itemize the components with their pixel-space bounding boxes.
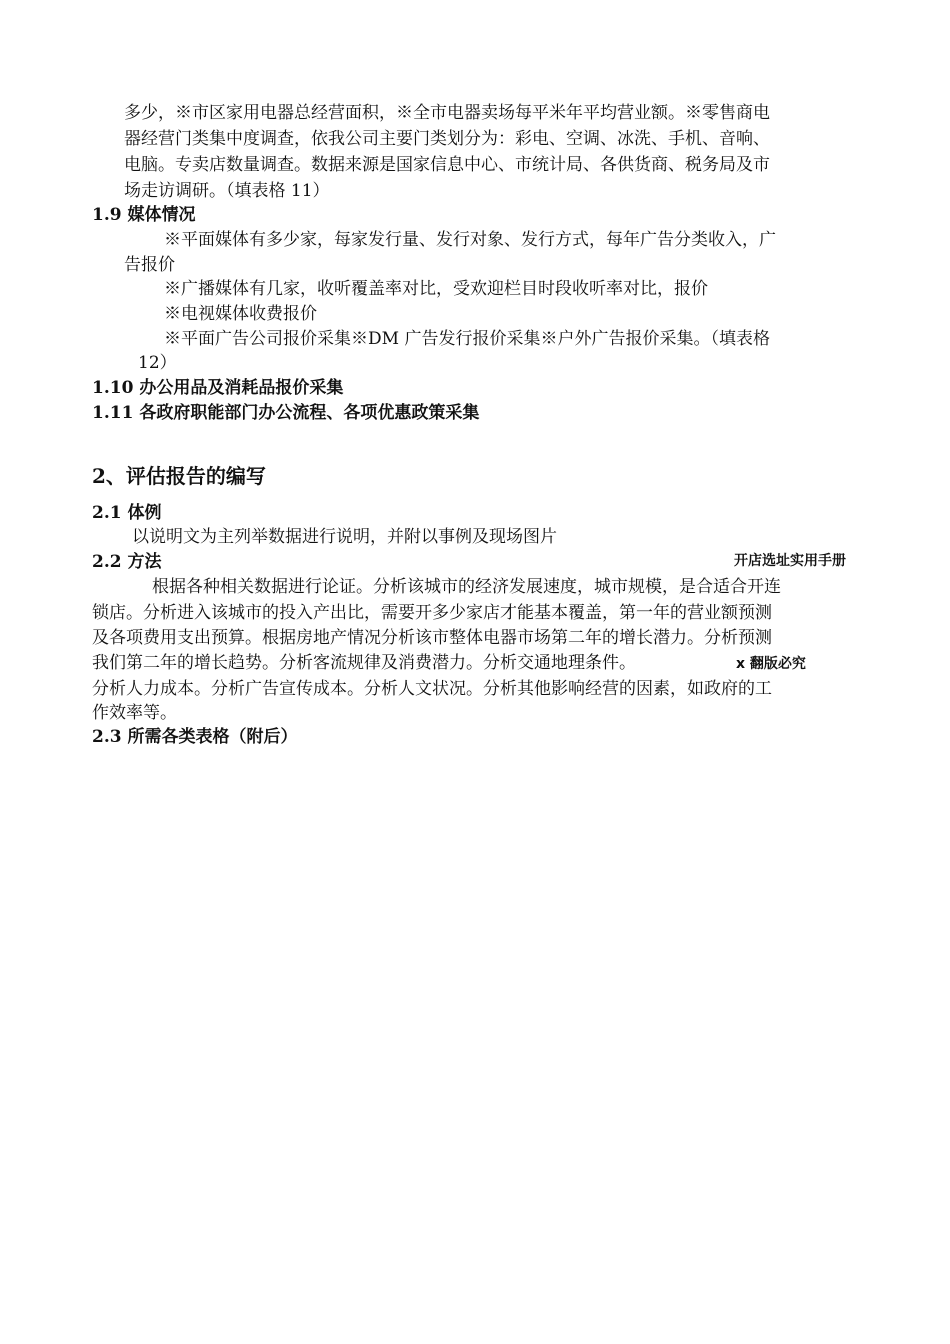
style-text: 以说明文为主列举数据进行说明，并附以事例及现场图片 [132,527,557,547]
copyright-tag: x 翻版必究 [736,656,806,672]
method-line: 及各项费用支出预算。根据房地产情况分析该市整体电器市场第二年的增长潜力。分析预测 [92,628,772,648]
method-line: 我们第二年的增长趋势。分析客流规律及消费潜力。分析交通地理条件。 [92,653,636,673]
method-line: 根据各种相关数据进行论证。分析该城市的经济发展速度，城市规模，是合适合开连 [152,577,781,597]
chapter-heading-2: 2、评估报告的编写 [92,464,266,488]
method-line: 分析人力成本。分析广告宣传成本。分析人文状况。分析其他影响经营的因素，如政府的工 [92,679,772,699]
method-line: 作效率等。 [92,703,177,723]
media-line: ※广播媒体有几家，收听覆盖率对比，受欢迎栏目时段收听率对比，报价 [164,279,708,299]
media-line: 12） [138,353,177,373]
section-heading-2-2: 2.2 方法 [92,552,162,572]
para-line: 场走访调研。（填表格 11） [124,181,330,201]
section-heading-1-11: 1.11 各政府职能部门办公流程、各项优惠政策采集 [92,403,480,423]
media-line: 告报价 [124,255,175,275]
para-line: 器经营门类集中度调查，依我公司主要门类划分为：彩电、空调、冰洗、手机、音响、 [124,129,770,149]
section-heading-1-10: 1.10 办公用品及消耗品报价采集 [92,378,344,398]
handbook-tag: 开店选址实用手册 [734,553,846,569]
media-line: ※电视媒体收费报价 [164,304,317,324]
section-heading-1-9: 1.9 媒体情况 [92,205,196,225]
section-heading-2-1: 2.1 体例 [92,503,162,523]
media-line: ※平面广告公司报价采集※DM 广告发行报价采集※户外广告报价采集。（填表格 [164,329,770,349]
method-line: 锁店。分析进入该城市的投入产出比，需要开多少家店才能基本覆盖，第一年的营业额预测 [92,603,772,623]
para-line: 多少，※市区家用电器总经营面积，※全市电器卖场每平米年平均营业额。※零售商电 [124,103,770,123]
media-line: ※平面媒体有多少家，每家发行量、发行对象、发行方式，每年广告分类收入，广 [164,230,776,250]
para-line: 电脑。专卖店数量调查。数据来源是国家信息中心、市统计局、各供货商、税务局及市 [124,155,770,175]
section-heading-2-3: 2.3 所需各类表格（附后） [92,727,298,747]
